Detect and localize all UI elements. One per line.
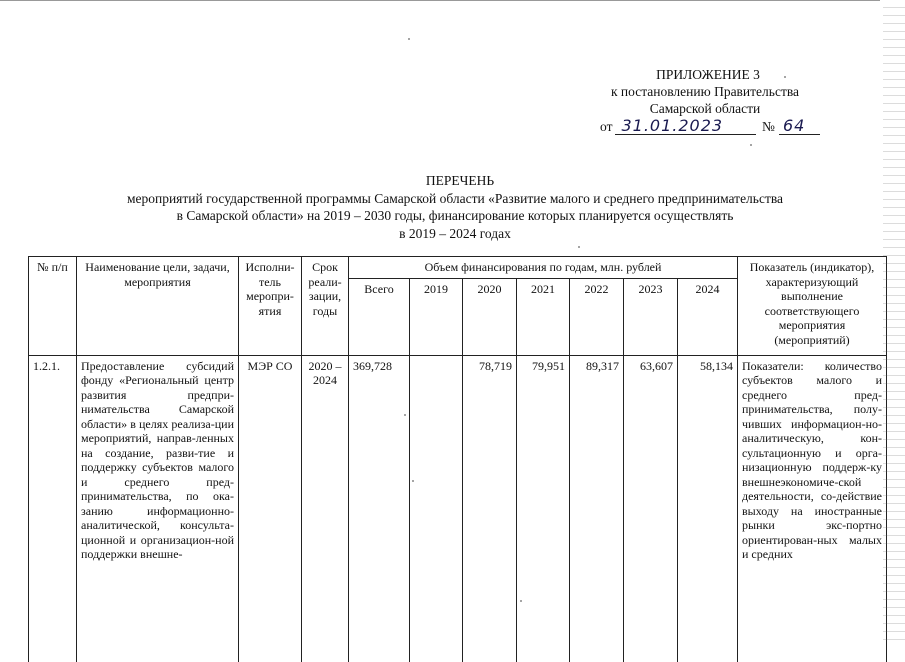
- scan-speck: [750, 144, 752, 146]
- col-header-term: Срок реали-зации, годы: [302, 257, 349, 356]
- decree-date: 31.01.2023: [621, 116, 724, 135]
- col-header-total: Всего: [349, 278, 410, 355]
- row-2021: 79,951: [517, 355, 570, 662]
- title-main: ПЕРЕЧЕНЬ: [425, 173, 495, 188]
- number-label: №: [762, 119, 775, 134]
- row-term: 2020 – 2024: [302, 355, 349, 662]
- row-name: Предоставление субсидий фонду «Региональный центр развития предпри-нимательства Самарской области» в целях реализа-ции мероприятий, направ-ленных на создание, разви-тие и поддержку субъектов малого и среднего пред-принимательства, по ока-занию информационно-аналитической, консульта-ционной и организацион-ной поддержки внешне-: [77, 355, 239, 662]
- col-header-num: № п/п: [29, 257, 77, 356]
- appendix-line-2: к постановлению Правительства: [610, 84, 800, 99]
- title-line-1: мероприятий государственной программы Самарской области «Развитие малого и среднего предпринимательства: [126, 190, 784, 206]
- row-num: 1.2.1.: [29, 355, 77, 662]
- row-executor: МЭР СО: [239, 355, 302, 662]
- title-line-2: в Самарской области» на 2019 – 2030 годы, финансирование которых планируется осуществлять: [176, 208, 734, 223]
- scan-speck: [520, 600, 522, 602]
- appendix-line-3: Самарской области: [649, 101, 761, 116]
- row-total: 369,728: [349, 355, 410, 662]
- row-2023: 63,607: [624, 355, 678, 662]
- row-2019: [410, 355, 463, 662]
- table-row: [29, 355, 887, 662]
- col-header-indicator: Показатель (индикатор), характеризующий выполнение соответствующего мероприятия (мероприятий): [738, 257, 887, 356]
- table-header-row: [29, 257, 887, 279]
- col-header-2019: 2019: [410, 278, 463, 355]
- col-header-2023: 2023: [624, 278, 678, 355]
- document-title: [60, 172, 850, 242]
- row-2022: 89,317: [570, 355, 624, 662]
- col-header-funding: Объем финансирования по годам, млн. рублей: [349, 257, 738, 279]
- appendix-title: ПРИЛОЖЕНИЕ 3: [656, 67, 760, 82]
- decree-signature-line: [590, 118, 820, 135]
- scan-speck: [404, 414, 406, 416]
- col-header-executor: Исполни-тель меропри-ятия: [239, 257, 302, 356]
- scan-speck: [408, 38, 410, 40]
- col-header-2021: 2021: [517, 278, 570, 355]
- col-header-name: Наименование цели, задачи, мероприятия: [77, 257, 239, 356]
- row-2024: 58,134: [678, 355, 738, 662]
- row-2020: 78,719: [463, 355, 517, 662]
- col-header-2024: 2024: [678, 278, 738, 355]
- scan-speck: [784, 76, 786, 78]
- row-indicator: Показатели: количество субъектов малого и среднего пред-принимательства, полу-чивших информацион-но-аналитическую, кон-сультационную и орга-низационную поддерж-ку внешнеэкономиче-ской деятельности, со-действие выходу на иностранные рынки экс-портно ориентирован-ных малых и средних: [738, 355, 887, 662]
- decree-number: 64: [782, 116, 806, 135]
- title-line-3: в 2019 – 2024 годах: [399, 225, 511, 241]
- col-header-2020: 2020: [463, 278, 517, 355]
- scan-speck: [412, 480, 414, 482]
- from-label: от: [600, 119, 613, 134]
- decree-date-underline: [615, 118, 756, 135]
- scan-speck: [578, 246, 580, 248]
- col-header-2022: 2022: [570, 278, 624, 355]
- decree-number-underline: [779, 118, 820, 135]
- scan-edge-artifact: [883, 0, 905, 640]
- scan-top-edge: [0, 0, 880, 1]
- events-table: [28, 256, 887, 662]
